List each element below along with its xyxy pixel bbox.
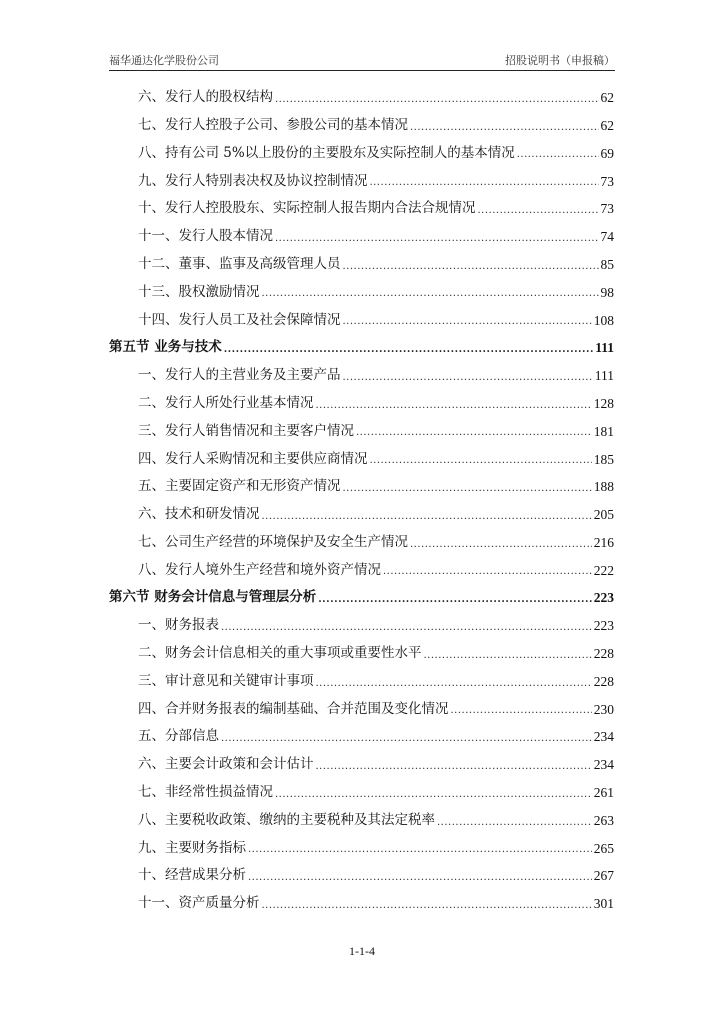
toc-entry-title: 四、合并财务报表的编制基础、合并范围及变化情况 bbox=[138, 700, 449, 717]
toc-entry[interactable] bbox=[109, 612, 614, 640]
toc-entry-title: 二、财务会计信息相关的重大事项或重要性水平 bbox=[138, 645, 422, 662]
toc-entry-page: 234 bbox=[593, 757, 614, 773]
toc-entry-title: 二、发行人所处行业基本情况 bbox=[138, 394, 314, 411]
toc-entry[interactable] bbox=[109, 390, 614, 418]
toc-leader-dots bbox=[262, 512, 592, 522]
toc-entry-page: 223 bbox=[593, 590, 614, 606]
toc-entry[interactable] bbox=[109, 751, 614, 779]
toc-leader-dots bbox=[424, 651, 592, 661]
toc-entry-title: 三、发行人销售情况和主要客户情况 bbox=[138, 422, 354, 439]
toc-entry-title: 九、发行人特别表决权及协议控制情况 bbox=[138, 172, 368, 189]
toc-entry[interactable] bbox=[109, 112, 614, 140]
toc-leader-dots bbox=[437, 818, 592, 828]
toc-entry-page: 111 bbox=[594, 368, 614, 384]
toc-entry-title: 八、主要税收政策、缴纳的主要税种及其法定税率 bbox=[138, 811, 435, 828]
toc-entry-title: 七、非经常性损益情况 bbox=[138, 784, 273, 801]
toc-entry-page: 301 bbox=[593, 896, 614, 912]
toc-entry-title: 五、分部信息 bbox=[138, 728, 219, 745]
toc-leader-dots bbox=[318, 595, 592, 605]
toc-entry[interactable] bbox=[109, 835, 614, 863]
toc-entry[interactable] bbox=[109, 723, 614, 751]
toc-leader-dots bbox=[343, 317, 592, 327]
toc-entry-title: 十、发行人控股股东、实际控制人报告期内合法合规情况 bbox=[138, 200, 476, 217]
toc-entry[interactable] bbox=[109, 807, 614, 835]
toc-leader-dots bbox=[221, 623, 592, 633]
toc-entry-page: 205 bbox=[593, 507, 614, 523]
toc-entry-title: 九、主要财务指标 bbox=[138, 839, 246, 856]
toc-leader-dots bbox=[343, 262, 599, 272]
toc-leader-dots bbox=[262, 289, 599, 299]
toc-entry-page: 74 bbox=[600, 229, 614, 245]
toc-entry-page: 98 bbox=[600, 284, 614, 300]
toc-entry-title: 十三、股权激励情况 bbox=[138, 283, 260, 300]
page-number: 1-1-4 bbox=[349, 944, 375, 958]
toc-entry-page: 223 bbox=[593, 618, 614, 634]
toc-leader-dots bbox=[356, 428, 592, 438]
toc-entry-page: 216 bbox=[593, 534, 614, 550]
toc-entry-page: 69 bbox=[600, 145, 614, 161]
toc-entry-page: 85 bbox=[600, 256, 614, 272]
toc-leader-dots bbox=[383, 567, 592, 577]
toc-leader-dots bbox=[262, 901, 592, 911]
toc-entry-title: 第五节 业务与技术 bbox=[109, 339, 222, 356]
toc-leader-dots bbox=[343, 484, 592, 494]
toc-section-entry[interactable] bbox=[109, 334, 614, 362]
toc-leader-dots bbox=[275, 234, 599, 244]
toc-entry-page: 230 bbox=[593, 701, 614, 717]
toc-entry-page: 108 bbox=[593, 312, 614, 328]
toc-entry[interactable] bbox=[109, 890, 614, 918]
toc-leader-dots bbox=[275, 95, 599, 105]
document-type: 招股说明书（申报稿） bbox=[505, 54, 615, 67]
toc-entry-title: 三、审计意见和关键审计事项 bbox=[138, 672, 314, 689]
toc-entry[interactable] bbox=[109, 306, 614, 334]
toc-entry-page: 62 bbox=[600, 90, 614, 106]
table-of-contents bbox=[109, 84, 614, 918]
toc-entry[interactable] bbox=[109, 84, 614, 112]
toc-leader-dots bbox=[410, 540, 592, 550]
toc-entry-page: 73 bbox=[600, 201, 614, 217]
toc-entry-page: 188 bbox=[593, 479, 614, 495]
toc-entry[interactable] bbox=[109, 668, 614, 696]
toc-entry-title: 十一、资产质量分析 bbox=[138, 895, 260, 912]
toc-leader-dots bbox=[451, 706, 592, 716]
toc-entry[interactable] bbox=[109, 279, 614, 307]
toc-entry-page: 234 bbox=[593, 729, 614, 745]
toc-entry[interactable] bbox=[109, 557, 614, 585]
toc-entry-title: 七、公司生产经营的环境保护及安全生产情况 bbox=[138, 533, 408, 550]
toc-entry[interactable] bbox=[109, 251, 614, 279]
toc-entry[interactable] bbox=[109, 501, 614, 529]
toc-leader-dots bbox=[343, 373, 593, 383]
toc-entry-title: 八、发行人境外生产经营和境外资产情况 bbox=[138, 561, 381, 578]
toc-entry[interactable] bbox=[109, 640, 614, 668]
toc-leader-dots bbox=[248, 845, 592, 855]
toc-entry-title: 十四、发行人员工及社会保障情况 bbox=[138, 311, 341, 328]
toc-entry-title: 四、发行人采购情况和主要供应商情况 bbox=[138, 450, 368, 467]
toc-entry-page: 181 bbox=[593, 423, 614, 439]
toc-entry[interactable] bbox=[109, 445, 614, 473]
toc-entry-title: 一、财务报表 bbox=[138, 617, 219, 634]
toc-entry-title: 八、持有公司 5%以上股份的主要股东及实际控制人的基本情况 bbox=[138, 144, 515, 161]
toc-leader-dots bbox=[370, 456, 592, 466]
toc-leader-dots bbox=[275, 790, 592, 800]
toc-entry-title: 一、发行人的主营业务及主要产品 bbox=[138, 367, 341, 384]
toc-entry[interactable] bbox=[109, 529, 614, 557]
toc-entry[interactable] bbox=[109, 362, 614, 390]
toc-leader-dots bbox=[410, 123, 599, 133]
toc-entry[interactable] bbox=[109, 223, 614, 251]
header-divider bbox=[109, 70, 615, 71]
toc-entry-page: 263 bbox=[593, 812, 614, 828]
toc-entry-title: 十二、董事、监事及高级管理人员 bbox=[138, 255, 341, 272]
toc-entry-page: 185 bbox=[593, 451, 614, 467]
toc-entry[interactable] bbox=[109, 140, 614, 168]
toc-entry-page: 73 bbox=[600, 173, 614, 189]
toc-entry-page: 261 bbox=[593, 785, 614, 801]
company-name: 福华通达化学股份公司 bbox=[109, 54, 219, 67]
toc-entry[interactable] bbox=[109, 696, 614, 724]
toc-entry[interactable] bbox=[109, 473, 614, 501]
toc-leader-dots bbox=[248, 873, 592, 883]
toc-entry-page: 111 bbox=[595, 340, 614, 356]
toc-leader-dots bbox=[478, 206, 599, 216]
page-header bbox=[109, 48, 615, 68]
toc-entry-page: 222 bbox=[593, 562, 614, 578]
toc-leader-dots bbox=[221, 734, 592, 744]
toc-entry-page: 267 bbox=[593, 868, 614, 884]
toc-entry-title: 十一、发行人股本情况 bbox=[138, 228, 273, 245]
toc-entry[interactable] bbox=[109, 862, 614, 890]
toc-leader-dots bbox=[370, 178, 599, 188]
toc-entry[interactable] bbox=[109, 195, 614, 223]
toc-entry-title: 六、技术和研发情况 bbox=[138, 506, 260, 523]
toc-entry-page: 62 bbox=[600, 117, 614, 133]
toc-leader-dots bbox=[316, 401, 592, 411]
toc-section-entry[interactable] bbox=[109, 584, 614, 612]
toc-entry-page: 228 bbox=[593, 673, 614, 689]
toc-entry[interactable] bbox=[109, 418, 614, 446]
toc-entry-title: 十、经营成果分析 bbox=[138, 867, 246, 884]
toc-entry[interactable] bbox=[109, 167, 614, 195]
toc-entry-title: 六、主要会计政策和会计估计 bbox=[138, 756, 314, 773]
toc-leader-dots bbox=[224, 345, 594, 355]
toc-leader-dots bbox=[517, 150, 599, 160]
toc-entry-page: 228 bbox=[593, 646, 614, 662]
toc-entry-page: 128 bbox=[593, 395, 614, 411]
toc-entry-page: 265 bbox=[593, 840, 614, 856]
toc-leader-dots bbox=[316, 679, 592, 689]
toc-entry-title: 五、主要固定资产和无形资产情况 bbox=[138, 478, 341, 495]
toc-entry-title: 第六节 财务会计信息与管理层分析 bbox=[109, 589, 317, 606]
toc-entry-title: 六、发行人的股权结构 bbox=[138, 89, 273, 106]
toc-entry-title: 七、发行人控股子公司、参股公司的基本情况 bbox=[138, 116, 408, 133]
toc-entry[interactable] bbox=[109, 779, 614, 807]
toc-leader-dots bbox=[316, 762, 592, 772]
